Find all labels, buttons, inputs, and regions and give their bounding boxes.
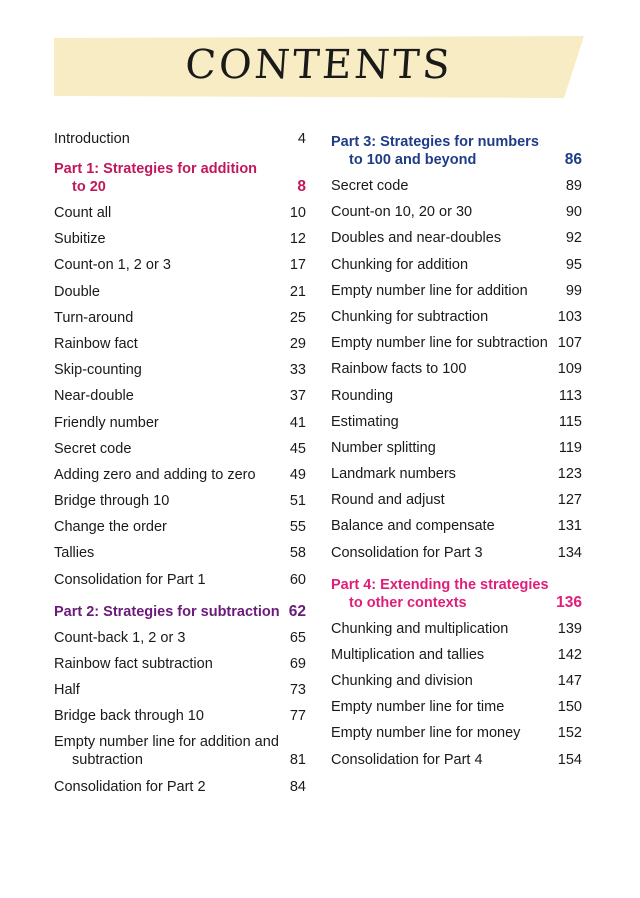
entry-label: Empty number line for addition — [331, 282, 528, 299]
part3-page: 86 — [564, 151, 582, 168]
toc-entry[interactable] — [331, 439, 582, 457]
entry-label: Adding zero and adding to zero — [54, 466, 256, 483]
entry-page: 17 — [289, 257, 306, 274]
entry-label: Count all — [54, 205, 112, 221]
part1-page: 8 — [297, 178, 306, 195]
entry-label: Chunking and multiplication — [331, 620, 509, 637]
toc-entry[interactable] — [331, 751, 582, 769]
entry-label: Secret code — [331, 178, 409, 194]
entry-page: 139 — [557, 620, 582, 637]
entry-label: Rainbow fact — [54, 335, 138, 352]
contents-column-right — [331, 130, 582, 777]
entry-label: Doubles and near-doubles — [331, 230, 502, 247]
toc-entry[interactable] — [331, 491, 582, 509]
toc-entry[interactable] — [331, 698, 582, 716]
entry-label: Count-back 1, 2 or 3 — [54, 629, 186, 646]
entry-page: 21 — [289, 283, 306, 300]
entry-label: Round and adjust — [331, 492, 445, 509]
entry-page: 127 — [557, 492, 582, 509]
entry-label: Half — [54, 682, 80, 698]
entry-label: Estimating — [331, 413, 399, 430]
entry-page: 107 — [557, 335, 582, 352]
entry-page: 90 — [565, 204, 582, 221]
toc-entry[interactable] — [331, 387, 582, 405]
entry-label: Change the order — [54, 519, 167, 536]
entry-page: 51 — [289, 493, 306, 510]
toc-entry[interactable] — [331, 177, 582, 195]
entry-label: Empty number line for time — [331, 699, 505, 716]
toc-entry[interactable] — [54, 707, 306, 725]
toc-entry[interactable] — [54, 466, 306, 484]
entry-page: 92 — [565, 230, 582, 247]
entry-page: 123 — [557, 466, 582, 483]
toc-entry[interactable] — [331, 620, 582, 638]
entry-label-line2: subtraction — [72, 752, 143, 769]
part2-page: 62 — [288, 602, 306, 620]
toc-entry[interactable] — [54, 387, 306, 405]
entry-page: 154 — [557, 751, 582, 768]
part3-title-line2: to 100 and beyond — [349, 152, 477, 168]
toc-entry[interactable] — [54, 130, 306, 148]
toc-entry[interactable] — [331, 413, 582, 431]
entry-page: 4 — [297, 131, 306, 147]
toc-entry[interactable] — [331, 308, 582, 326]
part1-title-line1: Part 1: Strategies for addition — [54, 161, 258, 177]
toc-entry[interactable] — [54, 518, 306, 536]
part3-heading[interactable] — [331, 133, 582, 169]
part2-heading[interactable] — [54, 603, 306, 621]
entry-page: 58 — [289, 545, 306, 562]
toc-entry[interactable] — [54, 733, 306, 769]
toc-entry[interactable] — [331, 282, 582, 300]
toc-entry[interactable] — [54, 681, 306, 699]
toc-entry[interactable] — [54, 361, 306, 379]
entry-page: 55 — [289, 519, 306, 536]
entry-label: Consolidation for Part 1 — [54, 571, 206, 588]
entry-label: Empty number line for subtraction — [331, 335, 548, 352]
toc-entry[interactable] — [54, 440, 306, 458]
entry-page: 12 — [289, 231, 306, 248]
toc-entry[interactable] — [54, 655, 306, 673]
toc-entry[interactable] — [54, 414, 306, 432]
entry-label: Tallies — [54, 545, 95, 562]
toc-entry[interactable] — [331, 256, 582, 274]
toc-entry[interactable] — [331, 229, 582, 247]
entry-label: Chunking and division — [331, 673, 473, 689]
entry-label-line1: Empty number line for addition and — [54, 734, 279, 751]
part2-title: Part 2: Strategies for subtraction — [54, 603, 280, 620]
entry-page: 25 — [289, 309, 306, 326]
entry-page: 150 — [557, 699, 582, 716]
entry-page: 77 — [289, 708, 306, 725]
part3-title-line1: Part 3: Strategies for numbers — [331, 134, 539, 150]
part1-heading[interactable] — [54, 160, 306, 196]
entry-label: Empty number line for money — [331, 725, 521, 742]
toc-entry[interactable] — [331, 465, 582, 483]
part4-page: 136 — [556, 593, 582, 611]
entry-label: Rounding — [331, 387, 394, 404]
entry-label: Count-on 1, 2 or 3 — [54, 257, 171, 274]
entry-page: 29 — [289, 335, 306, 352]
part4-title-line2: to other contexts — [349, 594, 467, 611]
toc-entry[interactable] — [331, 517, 582, 535]
entry-label: Number splitting — [331, 439, 436, 456]
entry-page: 60 — [289, 571, 306, 588]
entry-label: Introduction — [54, 131, 130, 147]
entry-label: Double — [54, 283, 100, 300]
entry-page: 99 — [565, 282, 582, 299]
entry-label: Consolidation for Part 3 — [331, 544, 483, 561]
toc-entry[interactable] — [331, 360, 582, 378]
entry-page: 103 — [557, 308, 582, 325]
toc-entry[interactable] — [331, 724, 582, 742]
entry-label: Turn-around — [54, 309, 134, 326]
entry-page: 131 — [557, 518, 582, 535]
entry-page: 41 — [289, 414, 306, 431]
entry-page: 119 — [558, 439, 582, 456]
entry-label: Subitize — [54, 231, 106, 248]
entry-page: 69 — [289, 655, 306, 672]
entry-label: Skip-counting — [54, 362, 142, 379]
entry-label: Rainbow facts to 100 — [331, 361, 467, 378]
part4-heading[interactable] — [331, 576, 582, 612]
toc-entry[interactable] — [54, 778, 306, 796]
entry-page: 152 — [557, 725, 582, 742]
entry-label: Secret code — [54, 440, 132, 457]
entry-label: Count-on 10, 20 or 30 — [331, 204, 473, 221]
entry-page: 95 — [565, 256, 582, 273]
toc-entry[interactable] — [54, 544, 306, 562]
entry-label: Consolidation for Part 2 — [54, 778, 206, 795]
entry-page: 10 — [289, 205, 306, 221]
toc-entry[interactable] — [331, 672, 582, 690]
toc-entry[interactable] — [54, 629, 306, 647]
entry-label: Rainbow fact subtraction — [54, 655, 213, 672]
toc-entry[interactable] — [54, 492, 306, 510]
entry-label: Balance and compensate — [331, 518, 495, 535]
toc-entry[interactable] — [54, 204, 306, 222]
toc-entry[interactable] — [54, 283, 306, 301]
entry-page: 134 — [557, 544, 582, 561]
entry-page: 81 — [289, 752, 306, 769]
entry-page: 115 — [558, 413, 582, 430]
toc-entry[interactable] — [331, 544, 582, 562]
toc-entry[interactable] — [54, 335, 306, 353]
entry-page: 89 — [565, 178, 582, 194]
entry-label: Chunking for subtraction — [331, 308, 489, 325]
entry-label: Bridge through 10 — [54, 493, 170, 510]
entry-page: 147 — [557, 673, 582, 689]
entry-page: 84 — [289, 778, 306, 795]
part1-title-line2: to 20 — [72, 179, 106, 195]
entry-page: 33 — [289, 362, 306, 379]
entry-page: 73 — [289, 682, 306, 698]
toc-entry[interactable] — [54, 230, 306, 248]
title-banner — [54, 36, 584, 98]
entry-page: 37 — [289, 388, 306, 405]
entry-label: Multiplication and tallies — [331, 646, 485, 663]
entry-label: Bridge back through 10 — [54, 708, 204, 725]
entry-label: Consolidation for Part 4 — [331, 751, 483, 768]
toc-entry[interactable] — [331, 334, 582, 352]
entry-page: 49 — [289, 466, 306, 483]
entry-page: 109 — [557, 361, 582, 378]
entry-label: Chunking for addition — [331, 256, 469, 273]
contents-column-left — [54, 130, 306, 804]
entry-label: Near-double — [54, 388, 134, 405]
entry-label: Landmark numbers — [331, 466, 456, 483]
toc-entry[interactable] — [54, 309, 306, 327]
entry-page: 65 — [289, 629, 306, 646]
page-title: CONTENTS — [183, 42, 455, 88]
toc-entry[interactable] — [331, 646, 582, 664]
part4-title-line1: Part 4: Extending the strategies — [331, 576, 549, 593]
entry-page: 45 — [289, 440, 306, 457]
toc-entry[interactable] — [331, 203, 582, 221]
entry-page: 142 — [557, 646, 582, 663]
toc-entry[interactable] — [54, 571, 306, 589]
entry-label: Friendly number — [54, 414, 159, 431]
entry-page: 113 — [558, 387, 582, 404]
toc-entry[interactable] — [54, 256, 306, 274]
